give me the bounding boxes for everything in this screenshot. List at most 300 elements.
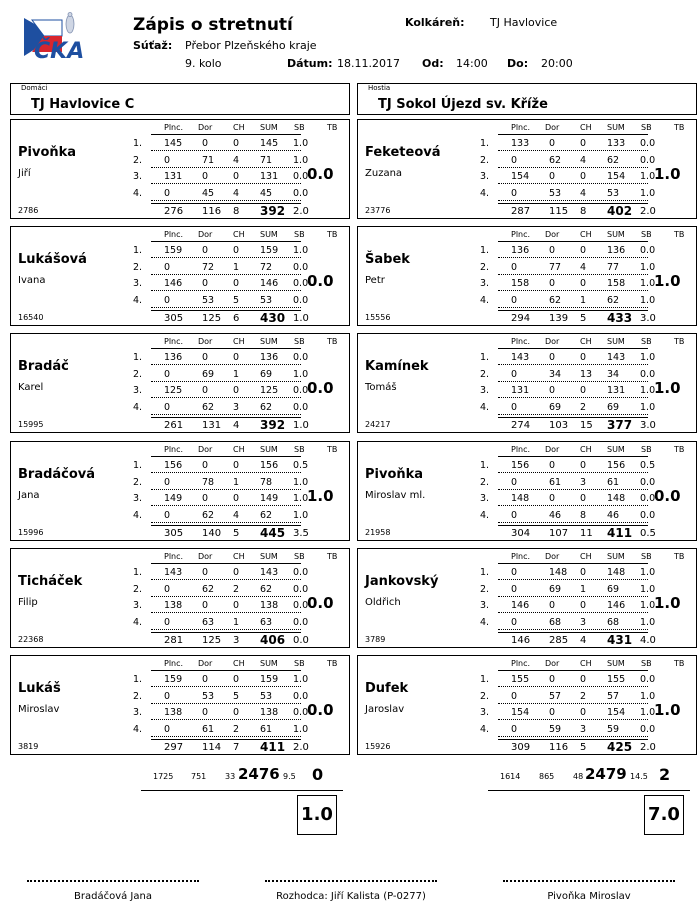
lane-row bbox=[358, 565, 696, 580]
home-team-name: TJ Havlovice C bbox=[31, 97, 135, 112]
row-label: 1. bbox=[133, 138, 143, 149]
lane-row bbox=[11, 350, 349, 365]
home-sum-sb: 9.5 bbox=[283, 772, 296, 781]
home-sum-dor: 751 bbox=[191, 772, 207, 781]
lane-value: 0 bbox=[511, 567, 518, 578]
player-total-value: 4.0 bbox=[640, 635, 656, 646]
lane-value: 146 bbox=[164, 278, 183, 289]
away-sum-sb: 14.5 bbox=[630, 772, 648, 781]
lane-value: 72 bbox=[260, 261, 273, 273]
lane-value: 4 bbox=[233, 509, 240, 521]
lane-value: 0.0 bbox=[293, 600, 309, 611]
lane-value: 143 bbox=[260, 567, 279, 578]
row-dotted-line bbox=[498, 200, 648, 201]
lane-value: 0 bbox=[511, 509, 518, 521]
lane-value: 46 bbox=[607, 509, 620, 521]
lane-value: 145 bbox=[260, 138, 279, 149]
lane-value: 62 bbox=[202, 583, 215, 595]
lane-value: 4 bbox=[580, 261, 587, 273]
lane-value: 3 bbox=[233, 401, 240, 413]
home-label: Domáci bbox=[21, 84, 48, 92]
lane-value: 146 bbox=[511, 600, 530, 611]
lane-value: 156 bbox=[511, 460, 530, 471]
row-dotted-line bbox=[151, 472, 301, 473]
header-line bbox=[151, 670, 301, 671]
lane-value: 149 bbox=[260, 493, 279, 504]
lane-row bbox=[358, 169, 696, 184]
column-header: SB bbox=[294, 337, 305, 346]
lane-row bbox=[11, 689, 349, 704]
column-header: Plnc. bbox=[511, 230, 531, 239]
lane-value: 1.0 bbox=[293, 476, 309, 488]
row-dotted-line bbox=[498, 629, 648, 630]
row-dotted-line bbox=[498, 167, 648, 168]
column-header: CH bbox=[233, 230, 245, 239]
row-dotted-line bbox=[151, 183, 301, 184]
row-label: 4. bbox=[480, 187, 490, 199]
column-header: TB bbox=[327, 337, 338, 346]
lane-value: 62 bbox=[260, 509, 273, 521]
player-total-value: 103 bbox=[549, 420, 569, 431]
lane-value: 0 bbox=[164, 294, 171, 306]
column-header: Dor bbox=[198, 552, 213, 561]
lane-value: 1.0 bbox=[640, 278, 656, 289]
lane-row bbox=[11, 243, 349, 258]
away-signature-line bbox=[503, 880, 675, 882]
lane-row bbox=[11, 705, 349, 720]
column-header: Dor bbox=[198, 337, 213, 346]
lane-row bbox=[11, 367, 349, 382]
player-firstname: Ivana bbox=[18, 275, 46, 286]
row-dotted-line bbox=[151, 522, 301, 523]
row-dotted-line bbox=[151, 381, 301, 382]
column-header: TB bbox=[674, 445, 685, 454]
lane-value: 1.0 bbox=[640, 385, 656, 396]
lane-row bbox=[358, 243, 696, 258]
player-total-value: 131 bbox=[202, 420, 222, 431]
lane-value: 0 bbox=[233, 245, 240, 256]
player-tb-points: 0.0 bbox=[307, 701, 334, 719]
player-total-value: 281 bbox=[164, 635, 184, 646]
row-dotted-line bbox=[498, 736, 648, 737]
lane-value: 61 bbox=[549, 476, 562, 488]
lane-value: 0 bbox=[202, 674, 209, 685]
lane-value: 4 bbox=[580, 187, 587, 199]
lane-value: 0 bbox=[202, 385, 209, 396]
row-dotted-line bbox=[151, 612, 301, 613]
row-dotted-line bbox=[151, 703, 301, 704]
lane-row bbox=[11, 136, 349, 151]
lane-value: 0 bbox=[202, 707, 209, 718]
lane-row bbox=[358, 689, 696, 704]
player-total-value: 125 bbox=[202, 635, 222, 646]
column-header: Dor bbox=[198, 230, 213, 239]
lane-value: 62 bbox=[260, 583, 273, 595]
lane-row bbox=[358, 475, 696, 490]
column-header: SB bbox=[641, 123, 652, 132]
lane-value: 0.0 bbox=[293, 261, 309, 273]
player-tb-points: 1.0 bbox=[654, 165, 681, 183]
lane-value: 59 bbox=[549, 723, 562, 735]
lane-value: 0 bbox=[580, 567, 587, 578]
column-header: CH bbox=[580, 230, 592, 239]
lane-value: 0 bbox=[549, 245, 556, 256]
home-team-box bbox=[10, 83, 350, 115]
column-header: Plnc. bbox=[164, 123, 184, 132]
lane-value: 0.0 bbox=[293, 401, 309, 413]
lane-value: 0.0 bbox=[293, 583, 309, 595]
lane-value: 1 bbox=[580, 583, 587, 595]
lane-value: 1.0 bbox=[293, 154, 309, 166]
player-total-value: 309 bbox=[511, 742, 531, 753]
lane-value: 1.0 bbox=[293, 674, 309, 685]
lane-value: 0 bbox=[164, 509, 171, 521]
lane-row bbox=[11, 582, 349, 597]
home-player-box bbox=[10, 655, 350, 755]
player-tb-points: 0.0 bbox=[307, 272, 334, 290]
row-dotted-line bbox=[151, 489, 301, 490]
lane-value: 2 bbox=[233, 723, 240, 735]
player-firstname: Jana bbox=[18, 490, 40, 501]
player-total-sum: 402 bbox=[607, 204, 633, 218]
lane-value: 0 bbox=[233, 674, 240, 685]
svg-text:ČKA: ČKA bbox=[34, 39, 85, 62]
lane-value: 0.0 bbox=[293, 385, 309, 396]
row-label: 2. bbox=[133, 690, 143, 702]
lane-row bbox=[11, 400, 349, 415]
lane-value: 0 bbox=[233, 138, 240, 149]
lane-row bbox=[11, 260, 349, 275]
player-total-value: 3 bbox=[233, 635, 240, 646]
column-header: CH bbox=[233, 337, 245, 346]
player-tb-points: 1.0 bbox=[307, 487, 334, 505]
datum-label: Dátum: bbox=[287, 57, 333, 70]
kolkaren-label: Kolkáreň: bbox=[405, 16, 465, 29]
lane-value: 0 bbox=[164, 690, 171, 702]
row-label: 3. bbox=[133, 385, 143, 396]
row-label: 3. bbox=[480, 171, 490, 182]
lane-value: 53 bbox=[202, 690, 215, 702]
lane-value: 0.0 bbox=[640, 493, 656, 504]
away-captain: Pivoňka Miroslav bbox=[547, 891, 631, 902]
lane-value: 138 bbox=[260, 707, 279, 718]
column-header-row bbox=[358, 442, 696, 456]
lane-row bbox=[11, 153, 349, 168]
away-label: Hostia bbox=[368, 84, 391, 92]
lane-value: 4 bbox=[233, 154, 240, 166]
row-label: 2. bbox=[480, 154, 490, 166]
column-header-row bbox=[11, 120, 349, 134]
lane-value: 0 bbox=[233, 278, 240, 289]
column-header: CH bbox=[233, 552, 245, 561]
lane-row bbox=[358, 582, 696, 597]
column-header: Plnc. bbox=[164, 659, 184, 668]
lane-value: 0 bbox=[233, 567, 240, 578]
lane-value: 0 bbox=[580, 600, 587, 611]
player-surname: Bradáč bbox=[18, 359, 69, 374]
player-total-value: 4 bbox=[233, 420, 240, 431]
column-header: CH bbox=[233, 445, 245, 454]
lane-row bbox=[358, 491, 696, 506]
row-dotted-line bbox=[498, 472, 648, 473]
lane-row bbox=[358, 400, 696, 415]
column-header: TB bbox=[327, 659, 338, 668]
lane-value: 155 bbox=[511, 674, 530, 685]
lane-value: 1.0 bbox=[640, 352, 656, 363]
row-dotted-line bbox=[498, 703, 648, 704]
player-tb-points: 0.0 bbox=[307, 379, 334, 397]
lane-value: 0 bbox=[580, 707, 587, 718]
lane-value: 53 bbox=[260, 690, 273, 702]
row-label: 1. bbox=[480, 567, 490, 578]
lane-value: 0 bbox=[511, 583, 518, 595]
lane-value: 0 bbox=[233, 600, 240, 611]
lane-value: 148 bbox=[607, 493, 626, 504]
row-label: 3. bbox=[133, 278, 143, 289]
lane-value: 0.0 bbox=[640, 154, 656, 166]
row-dotted-line bbox=[151, 150, 301, 151]
column-header: SB bbox=[294, 659, 305, 668]
player-total-sum: 425 bbox=[607, 740, 633, 754]
kolo-value: 9. kolo bbox=[185, 57, 222, 70]
row-label: 3. bbox=[133, 493, 143, 504]
column-header: SUM bbox=[260, 659, 278, 668]
lane-row bbox=[358, 383, 696, 398]
player-reg-number: 21958 bbox=[365, 528, 391, 537]
column-header: SUM bbox=[607, 123, 625, 132]
player-total-value: 304 bbox=[511, 528, 531, 539]
player-total-value: 8 bbox=[580, 206, 587, 217]
player-total-sum: 392 bbox=[260, 204, 286, 218]
lane-value: 34 bbox=[607, 368, 620, 380]
row-label: 3. bbox=[480, 493, 490, 504]
row-label: 2. bbox=[480, 476, 490, 488]
row-dotted-line bbox=[151, 167, 301, 168]
player-surname: Šabek bbox=[365, 252, 410, 267]
lane-value: 77 bbox=[549, 261, 562, 273]
player-total-value: 5 bbox=[580, 313, 587, 324]
column-header: TB bbox=[674, 659, 685, 668]
player-reg-number: 16540 bbox=[18, 313, 44, 322]
lane-value: 0 bbox=[164, 187, 171, 199]
player-reg-number: 2786 bbox=[18, 206, 39, 215]
column-header: Plnc. bbox=[164, 230, 184, 239]
row-dotted-line bbox=[498, 596, 648, 597]
row-dotted-line bbox=[498, 612, 648, 613]
column-header: SUM bbox=[607, 230, 625, 239]
lane-value: 69 bbox=[607, 583, 620, 595]
lane-value: 148 bbox=[511, 493, 530, 504]
away-player-box bbox=[357, 119, 697, 219]
lane-value: 136 bbox=[164, 352, 183, 363]
row-dotted-line bbox=[498, 414, 648, 415]
lane-value: 159 bbox=[260, 245, 279, 256]
lane-row bbox=[11, 722, 349, 737]
player-surname: Feketeová bbox=[365, 145, 441, 160]
lane-row bbox=[11, 491, 349, 506]
player-tb-points: 1.0 bbox=[654, 701, 681, 719]
column-header: TB bbox=[674, 230, 685, 239]
row-label: 1. bbox=[133, 245, 143, 256]
lane-value: 57 bbox=[549, 690, 562, 702]
player-tb-points: 1.0 bbox=[654, 594, 681, 612]
row-label: 3. bbox=[480, 600, 490, 611]
lane-value: 1.0 bbox=[293, 368, 309, 380]
lane-value: 154 bbox=[511, 707, 530, 718]
lane-value: 1.0 bbox=[640, 600, 656, 611]
player-reg-number: 15995 bbox=[18, 420, 44, 429]
row-label: 1. bbox=[480, 674, 490, 685]
lane-value: 1 bbox=[233, 476, 240, 488]
player-reg-number: 15556 bbox=[365, 313, 391, 322]
player-surname: Bradáčová bbox=[18, 467, 96, 482]
player-firstname: Karel bbox=[18, 382, 44, 393]
lane-row bbox=[358, 276, 696, 291]
column-header: Plnc. bbox=[511, 445, 531, 454]
player-total-value: 2.0 bbox=[640, 742, 656, 753]
row-dotted-line bbox=[151, 719, 301, 720]
row-label: 2. bbox=[480, 583, 490, 595]
lane-value: 1.0 bbox=[640, 690, 656, 702]
lane-value: 159 bbox=[164, 674, 183, 685]
player-total-value: 2.0 bbox=[293, 206, 309, 217]
player-total-value: 261 bbox=[164, 420, 184, 431]
home-sum-plnc: 1725 bbox=[153, 772, 174, 781]
row-label: 1. bbox=[133, 352, 143, 363]
column-header-row bbox=[11, 656, 349, 670]
lane-row bbox=[11, 169, 349, 184]
lane-value: 0 bbox=[580, 352, 587, 363]
lane-value: 1.0 bbox=[293, 138, 309, 149]
away-player-box bbox=[357, 548, 697, 648]
column-header: TB bbox=[327, 230, 338, 239]
column-header: Plnc. bbox=[164, 337, 184, 346]
row-label: 2. bbox=[133, 261, 143, 273]
column-header: SUM bbox=[607, 552, 625, 561]
column-header: SUM bbox=[260, 230, 278, 239]
player-surname: Dufek bbox=[365, 681, 409, 696]
row-dotted-line bbox=[151, 686, 301, 687]
lane-value: 69 bbox=[549, 401, 562, 413]
column-header: CH bbox=[580, 123, 592, 132]
away-sum-dor: 865 bbox=[539, 772, 555, 781]
column-header: Dor bbox=[545, 123, 560, 132]
row-label: 4. bbox=[480, 294, 490, 306]
lane-row bbox=[358, 367, 696, 382]
lane-value: 138 bbox=[164, 707, 183, 718]
row-dotted-line bbox=[151, 579, 301, 580]
lane-value: 145 bbox=[164, 138, 183, 149]
player-total-value: 285 bbox=[549, 635, 569, 646]
lane-value: 154 bbox=[607, 171, 626, 182]
lane-value: 0.0 bbox=[640, 723, 656, 735]
lane-value: 143 bbox=[164, 567, 183, 578]
lane-value: 155 bbox=[607, 674, 626, 685]
column-header: Plnc. bbox=[164, 552, 184, 561]
lane-value: 1.0 bbox=[640, 401, 656, 413]
lane-value: 0.0 bbox=[640, 476, 656, 488]
column-header: TB bbox=[674, 123, 685, 132]
player-firstname: Tomáš bbox=[365, 382, 397, 393]
player-total-sum: 430 bbox=[260, 311, 286, 325]
lane-value: 131 bbox=[511, 385, 530, 396]
column-header: Dor bbox=[545, 659, 560, 668]
column-header: SB bbox=[294, 445, 305, 454]
player-surname: Lukáš bbox=[18, 681, 61, 696]
lane-value: 0 bbox=[511, 154, 518, 166]
lane-value: 133 bbox=[511, 138, 530, 149]
column-header: CH bbox=[580, 552, 592, 561]
player-total-value: 4 bbox=[580, 635, 587, 646]
column-header: Dor bbox=[545, 445, 560, 454]
lane-value: 62 bbox=[607, 154, 620, 166]
lane-value: 158 bbox=[607, 278, 626, 289]
player-total-value: 305 bbox=[164, 528, 184, 539]
lane-value: 0 bbox=[511, 368, 518, 380]
lane-value: 1.0 bbox=[640, 707, 656, 718]
player-reg-number: 3819 bbox=[18, 742, 39, 751]
lane-value: 131 bbox=[607, 385, 626, 396]
lane-value: 5 bbox=[233, 690, 240, 702]
column-header-row bbox=[11, 442, 349, 456]
lane-row bbox=[358, 153, 696, 168]
row-dotted-line bbox=[151, 274, 301, 275]
lane-value: 61 bbox=[202, 723, 215, 735]
column-header-row bbox=[358, 549, 696, 563]
column-header-row bbox=[358, 227, 696, 241]
player-reg-number: 23776 bbox=[365, 206, 391, 215]
lane-value: 3 bbox=[580, 476, 587, 488]
do-label: Do: bbox=[507, 57, 529, 70]
home-player-box bbox=[10, 333, 350, 433]
row-label: 4. bbox=[133, 294, 143, 306]
home-signature-line bbox=[27, 880, 199, 882]
lane-value: 125 bbox=[164, 385, 183, 396]
lane-value: 1 bbox=[233, 261, 240, 273]
row-dotted-line bbox=[498, 381, 648, 382]
home-captain: Bradáčová Jana bbox=[74, 891, 152, 902]
row-label: 1. bbox=[480, 245, 490, 256]
lane-value: 1.0 bbox=[640, 294, 656, 306]
column-header: SB bbox=[641, 659, 652, 668]
lane-row bbox=[11, 598, 349, 613]
row-dotted-line bbox=[498, 257, 648, 258]
lane-value: 1.0 bbox=[293, 723, 309, 735]
lane-value: 0 bbox=[549, 460, 556, 471]
lane-value: 0 bbox=[549, 707, 556, 718]
lane-value: 0 bbox=[549, 600, 556, 611]
kolkaren-value: TJ Havlovice bbox=[490, 16, 558, 29]
lane-value: 1 bbox=[233, 616, 240, 628]
lane-row bbox=[11, 276, 349, 291]
lane-value: 0 bbox=[580, 493, 587, 504]
lane-value: 61 bbox=[607, 476, 620, 488]
row-label: 3. bbox=[480, 385, 490, 396]
row-label: 3. bbox=[480, 707, 490, 718]
lane-value: 1.0 bbox=[640, 187, 656, 199]
home-points-box: 1.0 bbox=[297, 795, 337, 835]
lane-value: 0.0 bbox=[293, 187, 309, 199]
lane-value: 4 bbox=[233, 187, 240, 199]
player-total-value: 287 bbox=[511, 206, 531, 217]
row-dotted-line bbox=[151, 290, 301, 291]
home-player-box bbox=[10, 226, 350, 326]
player-surname: Pivoňka bbox=[365, 467, 424, 482]
row-label: 2. bbox=[133, 476, 143, 488]
header-line bbox=[498, 563, 648, 564]
header-line bbox=[151, 134, 301, 135]
column-header: SUM bbox=[260, 552, 278, 561]
